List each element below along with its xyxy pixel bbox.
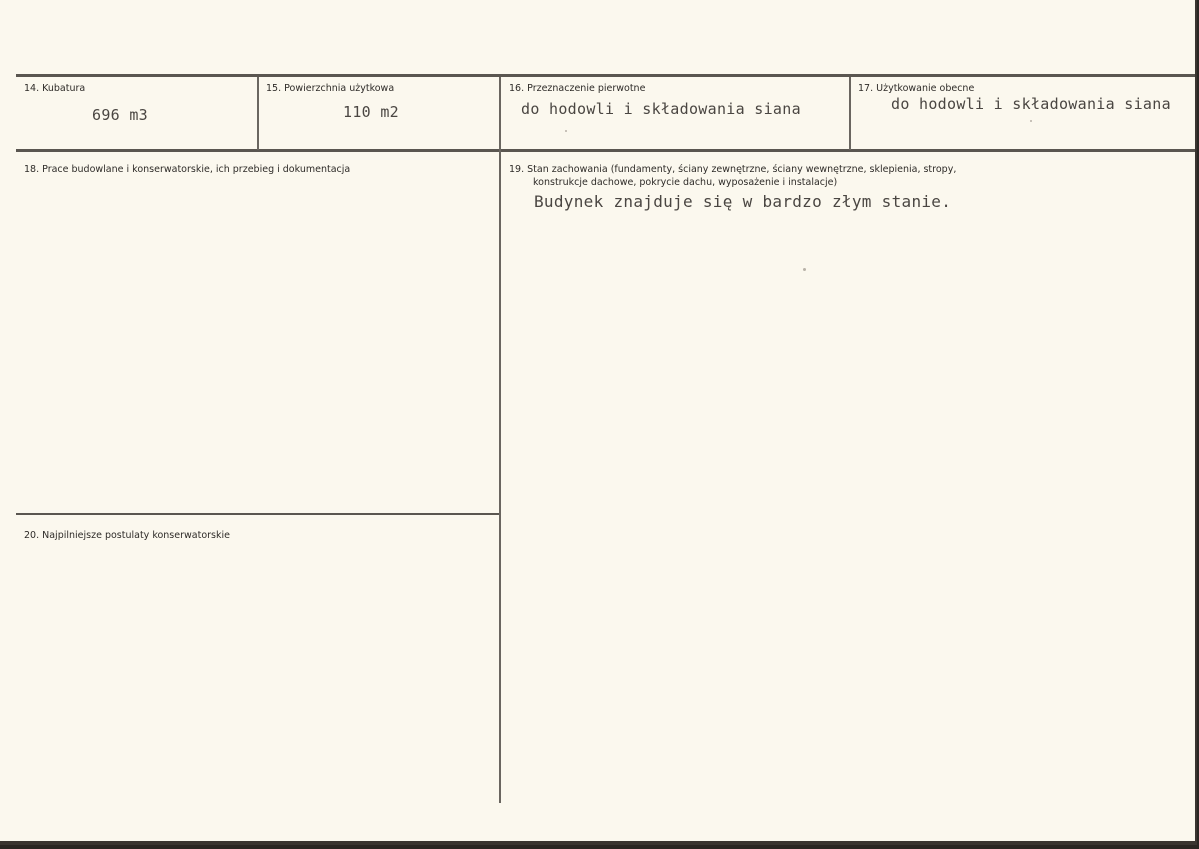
field-18-label: 18. Prace budowlane i konserwatorskie, ich przebieg i dokumentacja (24, 164, 351, 175)
row-divider (16, 149, 1197, 152)
field-16-value: do hodowli i składowania siana (521, 100, 801, 118)
field-17-label: 17. Użytkowanie obecne (858, 83, 975, 94)
field-20-label: 20. Najpilniejsze postulaty konserwatorskie (24, 530, 230, 541)
field-14-value: 696 m3 (92, 106, 148, 124)
field-15-value: 110 m2 (343, 103, 399, 121)
field-19-label-line2: konstrukcje dachowe, pokrycie dachu, wyposażenie i instalacje) (533, 177, 838, 188)
top-rule (16, 74, 1197, 77)
field-19-label-line1: 19. Stan zachowania (fundamenty, ściany zewnętrzne, ściany wewnętrzne, sklepienia, stropy, (509, 164, 957, 175)
paper-speck (803, 268, 806, 271)
field-15-label: 15. Powierzchnia użytkowa (266, 83, 395, 94)
field-17-value: do hodowli i składowania siana (891, 95, 1171, 113)
section-divider-left (16, 513, 499, 515)
vertical-divider-2 (499, 77, 501, 803)
field-16-label: 16. Przeznaczenie pierwotne (509, 83, 646, 94)
paper-speck (1030, 120, 1032, 122)
field-14-label: 14. Kubatura (24, 83, 86, 94)
field-19-value: Budynek znajduje się w bardzo złym stanie. (534, 192, 952, 211)
paper-speck (565, 130, 567, 132)
vertical-divider-1 (257, 77, 259, 150)
vertical-divider-3 (849, 77, 851, 150)
